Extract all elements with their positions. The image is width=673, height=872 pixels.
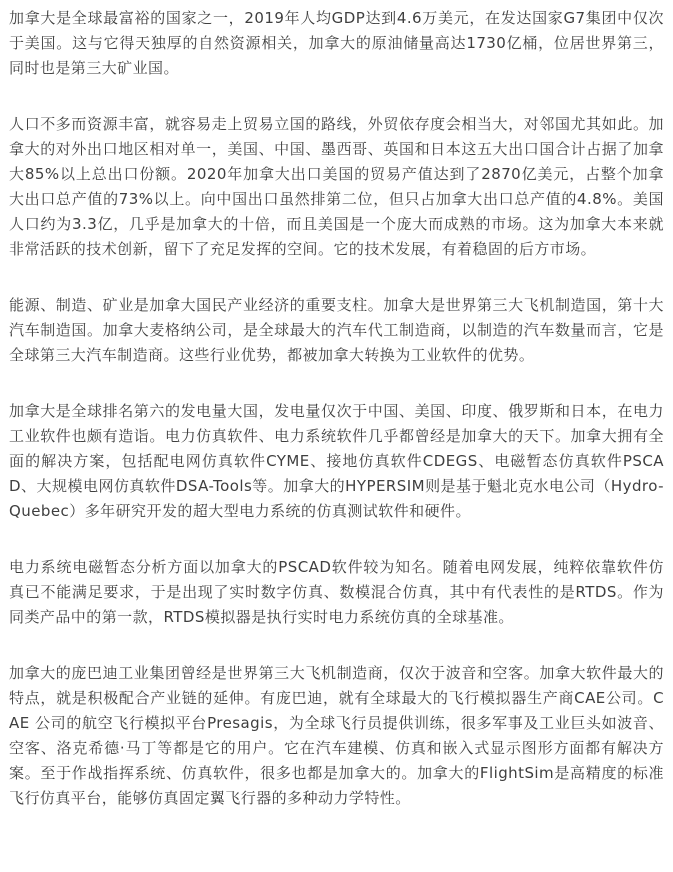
paragraph-industry-pillars: 能源、制造、矿业是加拿大国民产业经济的重要支柱。加拿大是世界第三大飞机制造国，第十大汽车制造国。加拿大麦格纳公司，是全球最大的汽车代工制造商，以制造的汽车数量而言，它是全球第三大汽车制造商。这些行业优势，都被加拿大转换为工业软件的优势。: [9, 296, 664, 364]
paragraph-pscad-rtds: 电力系统电磁暂态分析方面以加拿大的PSCAD软件较为知名。随着电网发展，纯粹依靠软件仿真已不能满足要求，于是出现了实时数字仿真、数模混合仿真，其中有代表性的是RTDS。作为同类产品中的第一款，RTDS模拟器是执行实时电力系统仿真的全球基准。: [9, 558, 664, 626]
paragraph-power-software: 加拿大是全球排名第六的发电量大国，发电量仅次于中国、美国、印度、俄罗斯和日本，在电力工业软件也颇有造诣。电力仿真软件、电力系统软件几乎都曾经是加拿大的天下。加拿大拥有全面的解决方案，包括配电网仿真软件CYME、接地仿真软件CDEGS、电磁暂态仿真软件PSCAD、大规模电网仿真软件DSA-Tools等。加拿大的HYPERSIM则是基于魁北克水电公司（Hydro-Quebec）多年研究开发的超大型电力系统的仿真测试软件和硬件。: [9, 402, 664, 520]
paragraph-canada-wealth: 加拿大是全球最富裕的国家之一，2019年人均GDP达到4.6万美元，在发达国家G7集团中仅次于美国。这与它得天独厚的自然资源相关，加拿大的原油储量高达1730亿桶，位居世界第三，同时也是第三大矿业国。: [9, 9, 664, 77]
paragraph-trade-exports: 人口不多而资源丰富，就容易走上贸易立国的路线，外贸依存度会相当大，对邻国尤其如此。加拿大的对外出口地区相对单一，美国、中国、墨西哥、英国和日本这五大出口国合计占据了加拿大85%以上总出口份额。2020年加拿大出口美国的贸易产值达到了2870亿美元，占整个加拿大出口总产值的73%以上。向中国出口虽然排第二位，但只占加拿大出口总产值的4.8%。美国人口约为3.3亿，几乎是加拿大的十倍，而且美国是一个庞大而成熟的市场。这为加拿大本来就非常活跃的技术创新，留下了充足发挥的空间。它的技术发展，有着稳固的后方市场。: [9, 115, 664, 258]
paragraph-bombardier-cae: 加拿大的庞巴迪工业集团曾经是世界第三大飞机制造商，仅次于波音和空客。加拿大软件最大的特点，就是积极配合产业链的延伸。有庞巴迪，就有全球最大的飞行模拟器生产商CAE公司。CAE 公司的航空飞行模拟平台Presagis，为全球飞行员提供训练，很多军事及工业巨头如波音、空客、洛克希德·马丁等都是它的用户。它在汽车建模、仿真和嵌入式显示图形方面都有解决方案。至于作战指挥系统、仿真软件，很多也都是加拿大的。加拿大的FlightSim是高精度的标准飞行仿真平台，能够仿真固定翼飞行器的多种动力学特性。: [9, 664, 664, 807]
